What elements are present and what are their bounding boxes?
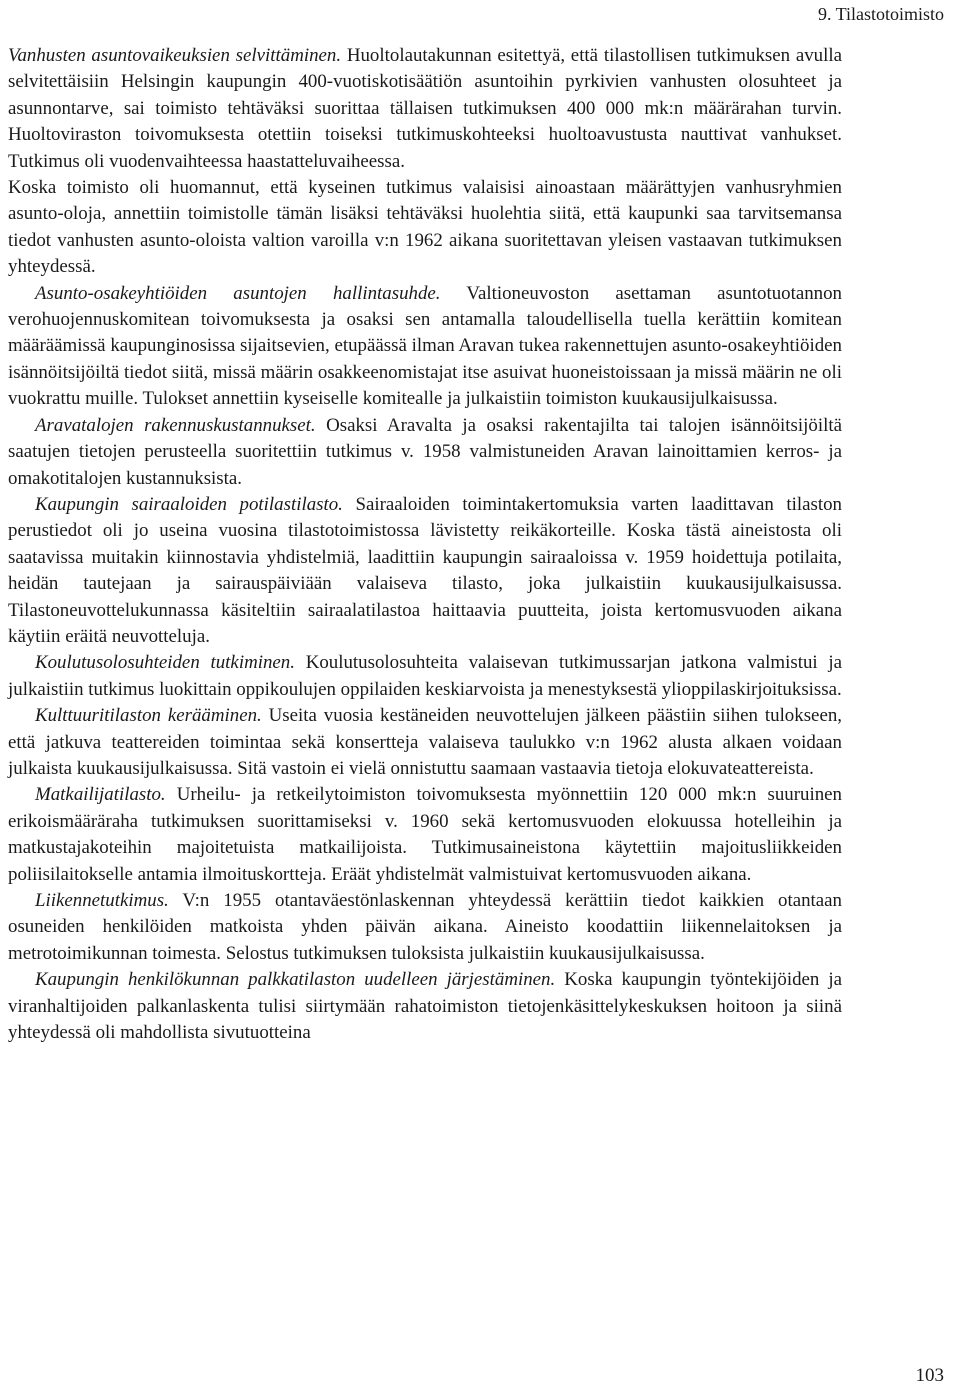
paragraph-text: Valtioneuvoston asettaman asuntotuotannon verohuojennuskomitean toivomuksesta ja osaksi sen antamalla taloudellisella tuella kerättiin komitean määräämissä kaupunginosissa sijaitsevien, etupäässä ilman Aravan tukea rakennettujen asunto-osakeyhtiöiden isännöitsijöiltä tiedot siitä, missä määrin osakkeenomistajat itse asuivat huoneistoissaan ja missä määrin ne oli vuokrattu muille. Tulokset annettiin kyseiselle komitealle ja julkaistiin toimiston kuukausijulkaisussa. [8, 282, 842, 410]
paragraph [8, 888, 842, 967]
paragraph-topic: Matkailijatilasto. [35, 784, 166, 806]
paragraph-topic: Kulttuuritilaston kerääminen. [35, 705, 262, 727]
paragraph-topic: Kaupungin henkilökunnan palkkatilaston uudelleen järjestäminen. [35, 969, 556, 991]
paragraph [8, 281, 842, 413]
paragraph-text: Sairaaloiden toimintakertomuksia varten laadittavan tilaston perustiedot oli jo useina vuosina tilastotoimistossa lävistetty reikäkorteille. Koska tästä aineistosta oli saatavissa muitakin kiinnostavia yhdistelmiä, laadittiin kaupungin sairaaloissa v. 1959 hoidettuja potilaita, heidän tautejaan ja sairauspäiviään valaiseva tilasto, joka julkaistiin kuukausijulkaisussa. Tilastoneuvottelukunnassa käsiteltiin sairaalatilastoa haittaavia puutteita, joista kertomusvuoden aikana käytiin eräitä neuvotteluja. [8, 493, 842, 647]
paragraph-topic: Kaupungin sairaaloiden potilastilasto. [35, 493, 343, 515]
paragraph-text: Koska toimisto oli huomannut, että kyseinen tutkimus valaisisi ainoastaan määrättyjen vanhusryhmien asunto-oloja, annettiin toimistolle tämän lisäksi tehtäväksi huolehtia siitä, että kaupunki saa tarvitsemansa tiedot vanhusten asunto-oloista valtion varoilla v:n 1962 aikana suoritettavan yleisen vastaavan tutkimuksen yhteydessä. [8, 177, 842, 278]
paragraph-text: Urheilu- ja retkeilytoimiston toivomuksesta myönnettiin 120 000 mk:n suuruinen erikoismääräraha tutkimuksen suorittamiseksi v. 1960 sekä kertomusvuoden elokuussa hotelleihin ja matkustajakoteihin majoitetuista matkailijoista. Tutkimusaineistona käytettiin majoitusliikkeiden poliisilaitokselle antamia ilmoituskortteja. Eräät yhdistelmät valmistuivat kertomusvuoden aikana. [8, 784, 842, 885]
paragraph-topic: Liikennetutkimus. [35, 890, 169, 911]
running-head: 9. Tilastotoimisto [817, 4, 944, 24]
paragraph-text: Koska kaupungin työntekijöiden ja viranhaltijoiden palkanlaskenta tulisi siirtymään rahatoimiston tietojenkäsittelykeskuksen hoitoon ja siinä yhteydessä oli mahdollista sivutuotteina [8, 969, 842, 1044]
paragraph-text: Osaksi Aravalta ja osaksi rakentajilta tai talojen isännöitsijöiltä saatujen tietojen perusteella suoritettiin tutkimus v. 1958 valmistuneiden Aravan lainoittamien kerros- ja omakotitalojen kustannuksista. [8, 414, 842, 489]
paragraph-topic: Vanhusten asuntovaikeuksien selvittäminen. [8, 45, 342, 66]
paragraph [8, 413, 842, 492]
paragraph-text: Koulutusolosuhteita valaisevan tutkimussarjan jatkona valmistui ja julkaistiin tutkimus luokittain oppikoulujen oppilaiden keskiarvoista ja menestyksestä ylioppilaskirjoituksissa. [8, 652, 842, 700]
body-text [8, 43, 842, 1046]
paragraph [8, 43, 842, 175]
paragraph-topic: Koulutusolosuhteiden tutkiminen. [35, 652, 295, 674]
paragraph [8, 650, 842, 703]
paragraph-text: V:n 1955 otantaväestönlaskennan yhteydessä kerättiin tiedot kaikkien otantaan osuneiden henkilöiden matkoista yhden päivän aikana. Aineisto koodattiin liikennelaitoksen ja metrotoimikunnan toimesta. Selostus tutkimuksen tuloksista julkaistiin kuukausijulkaisussa. [8, 890, 842, 964]
paragraph-text: Huoltolautakunnan esitettyä, että tilastollisen tutkimuksen avulla selvitettäisiin Helsingin kaupungin 400-vuotiskotisäätiön asuntoihin pyrkivien vanhusten olosuhteet ja asunnontarve, sai toimisto tehtäväksi suorittaa tällaisen tutkimuksen 400 000 mk:n määrärahan turvin. Huoltoviraston toivomuksesta otettiin toiseksi tutkimuskohteeksi huoltoavustusta nauttivat vanhukset. Tutkimus oli vuodenvaihteessa haastatteluvaiheessa. [8, 45, 842, 172]
page-number: 103 [915, 1365, 944, 1386]
paragraph [8, 492, 842, 650]
paragraph [8, 703, 842, 782]
paragraph-topic: Asunto-osakeyhtiöiden asuntojen hallintasuhde. [35, 282, 441, 304]
paragraph-text: Useita vuosia kestäneiden neuvottelujen jälkeen päästiin siihen tulokseen, että jatkuva teattereiden toimintaa sekä konsertteja valaiseva taulukko v:n 1962 alusta alkaen voidaan julkaista kuukausijulkaisussa. Sitä vastoin ei vielä onnistuttu saamaan vastaavia tietoja elokuvateattereista. [8, 705, 842, 779]
paragraph [8, 782, 842, 888]
paragraph [8, 175, 842, 281]
paragraph [8, 967, 842, 1046]
paragraph-topic: Aravatalojen rakennuskustannukset. [35, 414, 316, 436]
